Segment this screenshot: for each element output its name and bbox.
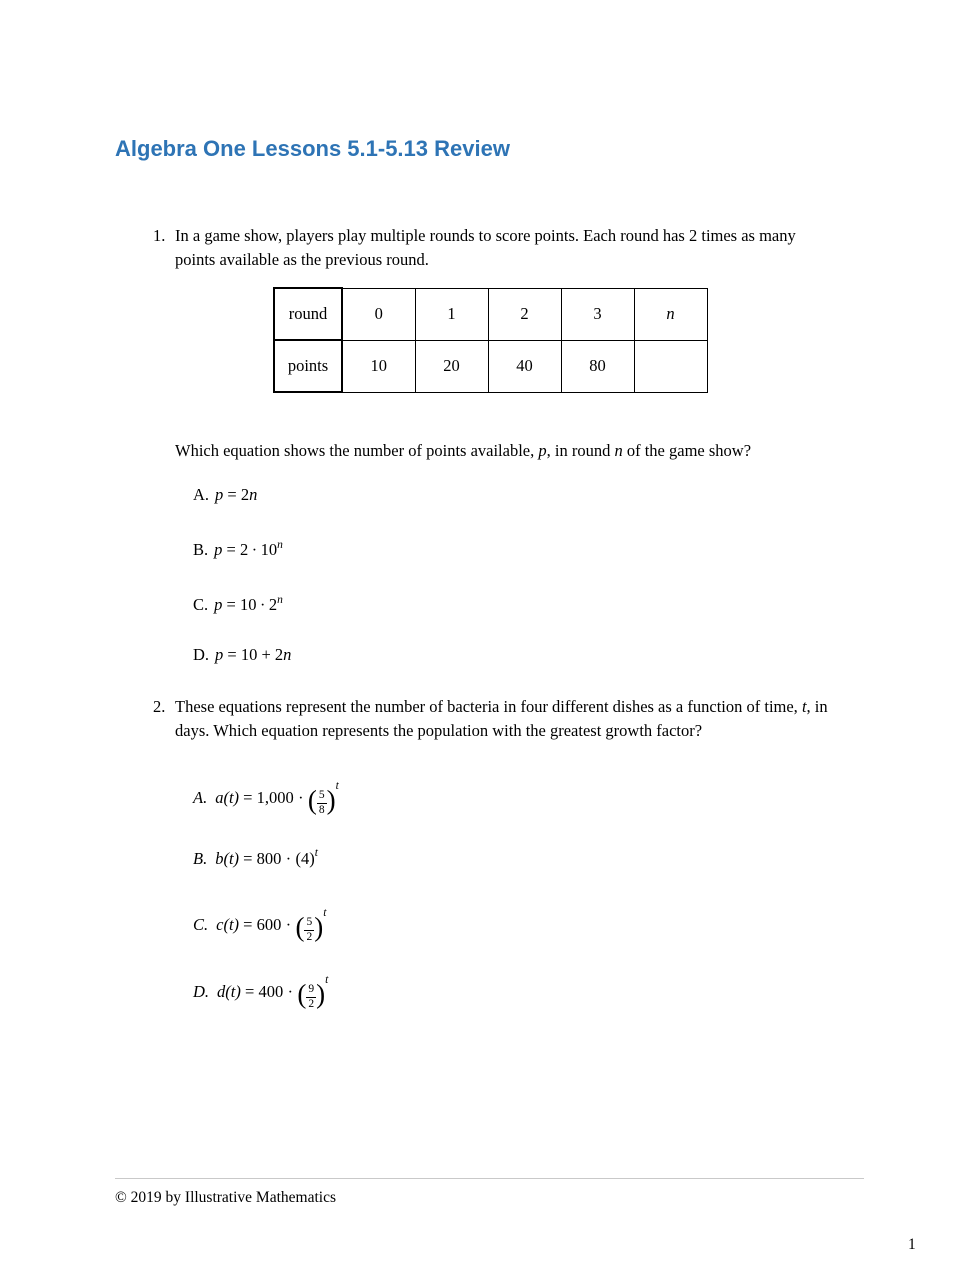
equation-var: n	[283, 645, 292, 664]
multiplication-dot: ∙	[298, 788, 303, 807]
function-expr: d(t)	[217, 981, 241, 1001]
equation-text: = 2	[223, 485, 250, 504]
table-cell-n: n	[634, 288, 707, 340]
equals-sign: =	[239, 788, 257, 807]
q2-option-c	[193, 894, 864, 945]
variable-p: p	[538, 441, 547, 460]
multiplication-dot: ∙	[288, 981, 293, 1001]
q1-option-c	[193, 590, 864, 615]
coefficient: 1,000	[256, 788, 294, 807]
page-title: Algebra One Lessons 5.1-5.13 Review	[115, 136, 510, 161]
coefficient: 400	[258, 981, 284, 1001]
variable-n: n	[614, 441, 623, 460]
table-cell-blank	[634, 340, 707, 392]
table-cell: 40	[488, 340, 561, 392]
function-expr: a(t)	[215, 788, 240, 807]
question-2-stem	[115, 695, 864, 743]
equation-var: p	[215, 485, 224, 504]
fraction-denominator: 2	[308, 997, 315, 1010]
fraction	[304, 916, 314, 945]
equation-text: = 2 ∙ 10	[222, 540, 278, 559]
fraction-numerator: 5	[317, 789, 327, 804]
q2-option-d	[193, 961, 864, 1012]
open-paren: (	[297, 978, 307, 1009]
page-number: 1	[908, 1236, 916, 1253]
exponent-t: t	[323, 906, 327, 919]
question-2-text	[175, 695, 830, 743]
equals-sign: =	[239, 848, 257, 868]
exponent-n: n	[277, 539, 283, 551]
equation-text: = 10 + 2	[223, 645, 284, 664]
close-paren: )	[316, 978, 326, 1009]
table-header-points: points	[274, 340, 342, 392]
option-label: A.	[193, 485, 210, 504]
q1-option-a	[193, 485, 864, 505]
question-1-number: 1.	[153, 226, 166, 245]
table-cell: 10	[342, 340, 415, 392]
open-paren: (	[295, 911, 305, 942]
question-2-options	[115, 767, 864, 1011]
option-label: C.	[193, 914, 209, 934]
multiplication-dot: ∙	[286, 914, 291, 934]
exponent-t: t	[314, 846, 318, 859]
option-label: A.	[193, 788, 208, 807]
prompt-text: , in round	[546, 441, 615, 460]
fraction-denominator: 2	[306, 930, 313, 943]
question-1	[115, 224, 864, 665]
q1-option-b	[193, 535, 864, 560]
fraction	[306, 983, 316, 1012]
points-table	[273, 287, 708, 393]
open-paren: (	[307, 785, 317, 815]
question-2	[115, 695, 864, 1011]
q2-option-b	[193, 834, 864, 878]
equation-var: p	[214, 540, 223, 559]
footer-divider	[115, 1178, 864, 1179]
table-cell: 2	[488, 288, 561, 340]
fraction-numerator: 9	[306, 983, 316, 998]
variable-t: t	[801, 697, 807, 716]
q1-option-d	[193, 645, 864, 665]
equation-text: = 10 ∙ 2	[222, 595, 278, 614]
stem-text: , in days. Which equation represents the population with the greatest growth factor?	[175, 697, 828, 740]
function-expr: c(t)	[216, 914, 240, 934]
prompt-text: Which equation shows the number of points available,	[175, 441, 539, 460]
fraction	[317, 789, 327, 818]
table-row-points	[274, 340, 707, 392]
fraction-numerator: 5	[304, 916, 314, 931]
equals-sign: =	[239, 914, 257, 934]
q2-option-a	[193, 767, 864, 818]
option-label: B.	[193, 540, 209, 559]
question-1-prompt	[175, 439, 835, 463]
base-value: (4)	[295, 848, 315, 868]
option-label: B.	[193, 848, 208, 868]
question-1-text: In a game show, players play multiple rounds to score points. Each round has 2 times as many points available as the previous round.	[175, 226, 796, 269]
table-header-round: round	[274, 288, 342, 340]
coefficient: 800	[256, 848, 282, 868]
function-expr: b(t)	[215, 848, 240, 868]
exponent-t: t	[325, 973, 329, 986]
question-1-options	[115, 485, 864, 665]
fraction-denominator: 8	[318, 804, 325, 816]
table-cell: 1	[415, 288, 488, 340]
prompt-text: of the game show?	[622, 441, 752, 460]
question-1-stem	[115, 224, 864, 272]
equation-var: n	[249, 485, 258, 504]
footer-copyright: © 2019 by Illustrative Mathematics	[115, 1189, 336, 1206]
table-cell: 20	[415, 340, 488, 392]
exponent-t: t	[335, 780, 339, 792]
close-paren: )	[314, 911, 324, 942]
coefficient: 600	[256, 914, 282, 934]
table-cell: 80	[561, 340, 634, 392]
stem-text: These equations represent the number of bacteria in four different dishes as a function of time,	[175, 697, 802, 716]
table-row-round	[274, 288, 707, 340]
option-label: D.	[193, 981, 210, 1001]
option-label: D.	[193, 645, 210, 664]
equals-sign: =	[240, 981, 259, 1001]
option-label: C.	[193, 595, 209, 614]
equation-var: p	[215, 645, 224, 664]
exponent-n: n	[277, 594, 283, 606]
table-cell: 3	[561, 288, 634, 340]
equation-var: p	[214, 595, 223, 614]
question-2-number: 2.	[153, 697, 166, 716]
close-paren: )	[326, 785, 336, 815]
multiplication-dot: ∙	[286, 848, 291, 868]
table-cell: 0	[342, 288, 415, 340]
